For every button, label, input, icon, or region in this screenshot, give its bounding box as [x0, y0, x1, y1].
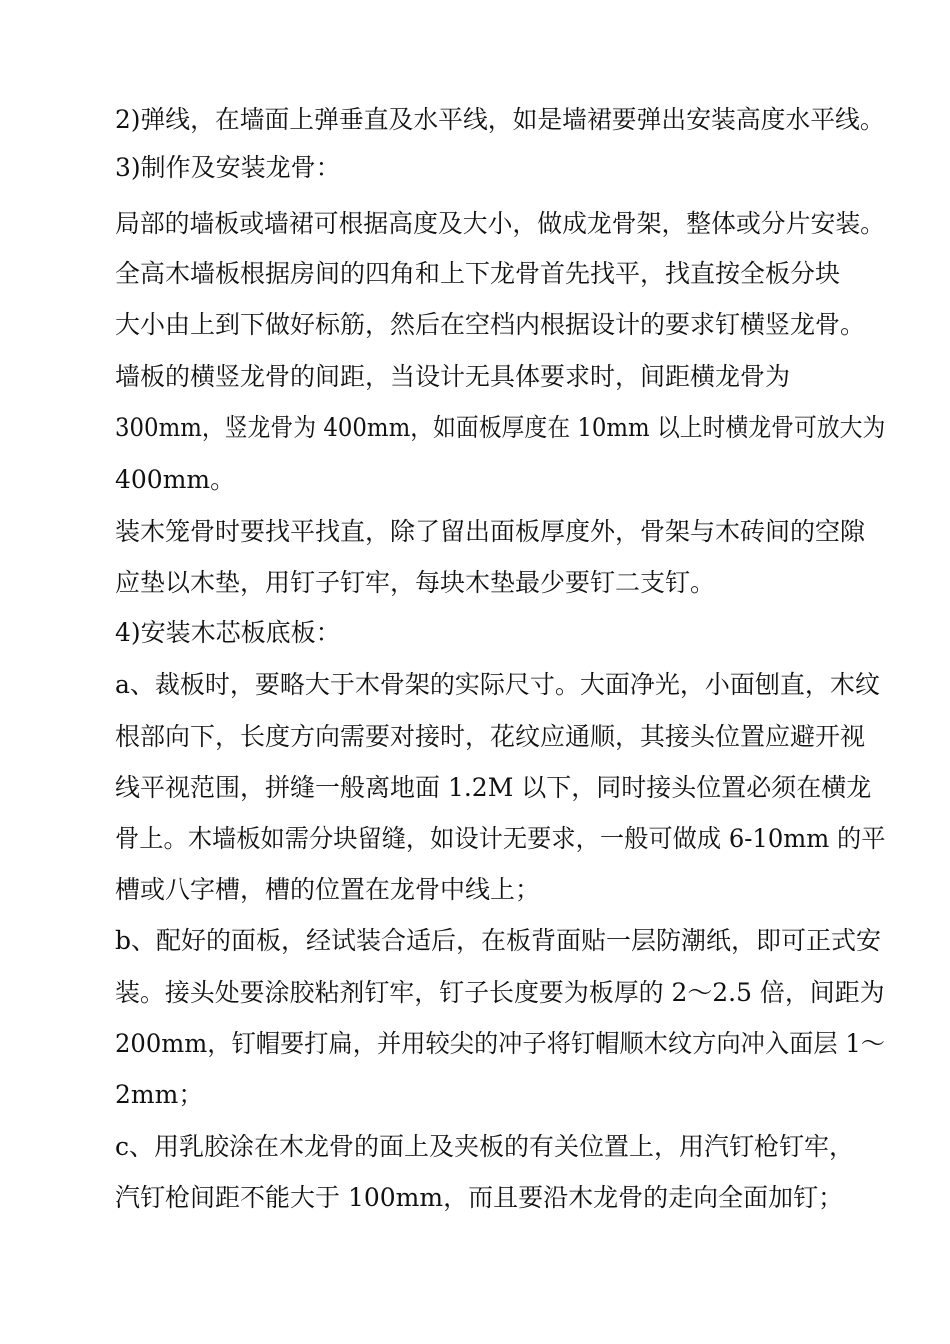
- text-line: c、用乳胶涂在木龙骨的面上及夹板的有关位置上，用汽钉枪钉牢，: [115, 1132, 855, 1161]
- text-line: 根部向下，长度方向需要对接时，花纹应通顺，其接头位置应避开视: [115, 722, 866, 751]
- text-line: 200mm，钉帽要打扁，并用较尖的冲子将钉帽顺木纹方向冲入面层 1～: [115, 1029, 885, 1058]
- text-line: 3)制作及安装龙骨：: [115, 153, 341, 182]
- text-line: 装。接头处要涂胶粘剂钉牢，钉子长度要为板厚的 2～2.5 倍，间距为: [115, 978, 885, 1007]
- text-line: 2)弹线，在墙面上弹垂直及水平线，如是墙裙要弹出安装高度水平线。: [115, 105, 885, 134]
- text-line: 局部的墙板或墙裙可根据高度及大小，做成龙骨架，整体或分片安装。: [115, 209, 886, 238]
- text-line: a、裁板时，要略大于木骨架的实际尺寸。大面净光，小面刨直，木纹: [115, 670, 880, 699]
- text-line: 骨上。木墙板如需分块留缝，如设计无要求，一般可做成 6-10mm 的平: [115, 824, 886, 853]
- text-line: b、配好的面板，经试装合适后，在板背面贴一层防潮纸，即可正式安: [115, 926, 882, 955]
- text-line: 2mm；: [115, 1080, 204, 1109]
- text-line: 全高木墙板根据房间的四角和上下龙骨首先找平，找直按全板分块: [115, 259, 841, 288]
- text-line: 大小由上到下做好标筋，然后在空档内根据设计的要求钉横竖龙骨。: [115, 310, 866, 339]
- text-line: 装木笼骨时要找平找直，除了留出面板厚度外，骨架与木砖间的空隙: [115, 517, 866, 546]
- text-line: 4)安装木芯板底板：: [115, 618, 341, 647]
- text-line: 300mm，竖龙骨为 400mm，如面板厚度在 10mm 以上时横龙骨可放大为: [115, 413, 886, 442]
- text-line: 线平视范围，拼缝一般离地面 1.2M 以下，同时接头位置必须在横龙: [115, 773, 872, 802]
- text-line: 墙板的横竖龙骨的间距，当设计无具体要求时，间距横龙骨为: [115, 362, 791, 391]
- text-line: 汽钉枪间距不能大于 100mm，而且要沿木龙骨的走向全面加钉；: [115, 1183, 844, 1212]
- text-line: 应垫以木垫，用钉子钉牢，每块木垫最少要钉二支钉。: [115, 568, 716, 597]
- text-line: 400mm。: [115, 465, 236, 494]
- text-line: 槽或八字槽，槽的位置在龙骨中线上；: [115, 875, 541, 904]
